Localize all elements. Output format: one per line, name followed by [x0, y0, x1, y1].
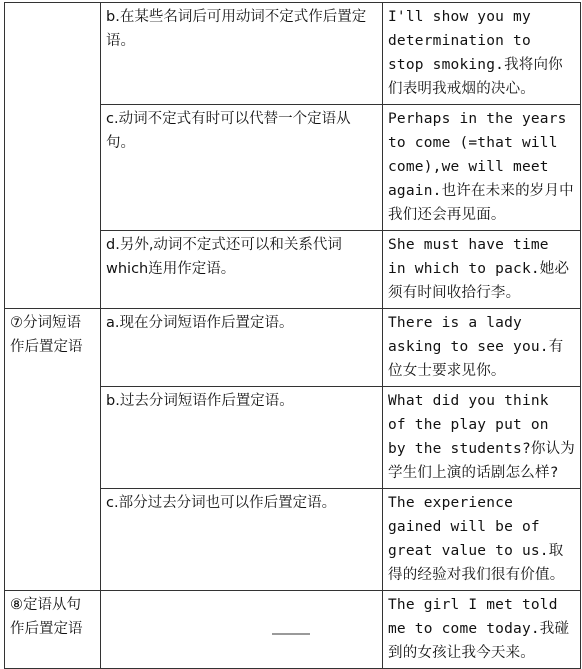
rule-cell: c.部分过去分词也可以作后置定语。 — [101, 489, 383, 591]
rule-cell: b.在某些名词后可用动词不定式作后置定语。 — [101, 3, 383, 105]
example-cell: She must have time in which to pack.她必须有时间收拾行李。 — [383, 231, 581, 309]
example-cell: Perhaps in the years to come (=that will come),we will meet again.也许在未来的岁月中我们还会再见面。 — [383, 105, 581, 231]
grammar-table — [4, 2, 581, 669]
category-cell — [5, 3, 101, 309]
table-row — [5, 309, 581, 387]
example-cell: The experience gained will be of great value to us.取得的经验对我们很有价值。 — [383, 489, 581, 591]
page-edge-mark — [272, 633, 310, 635]
rule-cell: d.另外,动词不定式还可以和关系代词which连用作定语。 — [101, 231, 383, 309]
table-row — [5, 3, 581, 105]
example-cell: The girl I met told me to come today.我碰到的女孩让我今天来。 — [383, 591, 581, 669]
rule-cell: c.动词不定式有时可以代替一个定语从句。 — [101, 105, 383, 231]
rule-cell — [101, 591, 383, 669]
category-cell: ⑦分词短语作后置定语 — [5, 309, 101, 591]
example-cell: There is a lady asking to see you.有位女士要求见你。 — [383, 309, 581, 387]
category-cell: ⑧定语从句作后置定语 — [5, 591, 101, 669]
example-cell: What did you think of the play put on by the students?你认为学生们上演的话剧怎么样? — [383, 387, 581, 489]
example-cell: I'll show you my determination to stop smoking.我将向你们表明我戒烟的决心。 — [383, 3, 581, 105]
table-row — [5, 591, 581, 669]
rule-cell: b.过去分词短语作后置定语。 — [101, 387, 383, 489]
rule-cell: a.现在分词短语作后置定语。 — [101, 309, 383, 387]
